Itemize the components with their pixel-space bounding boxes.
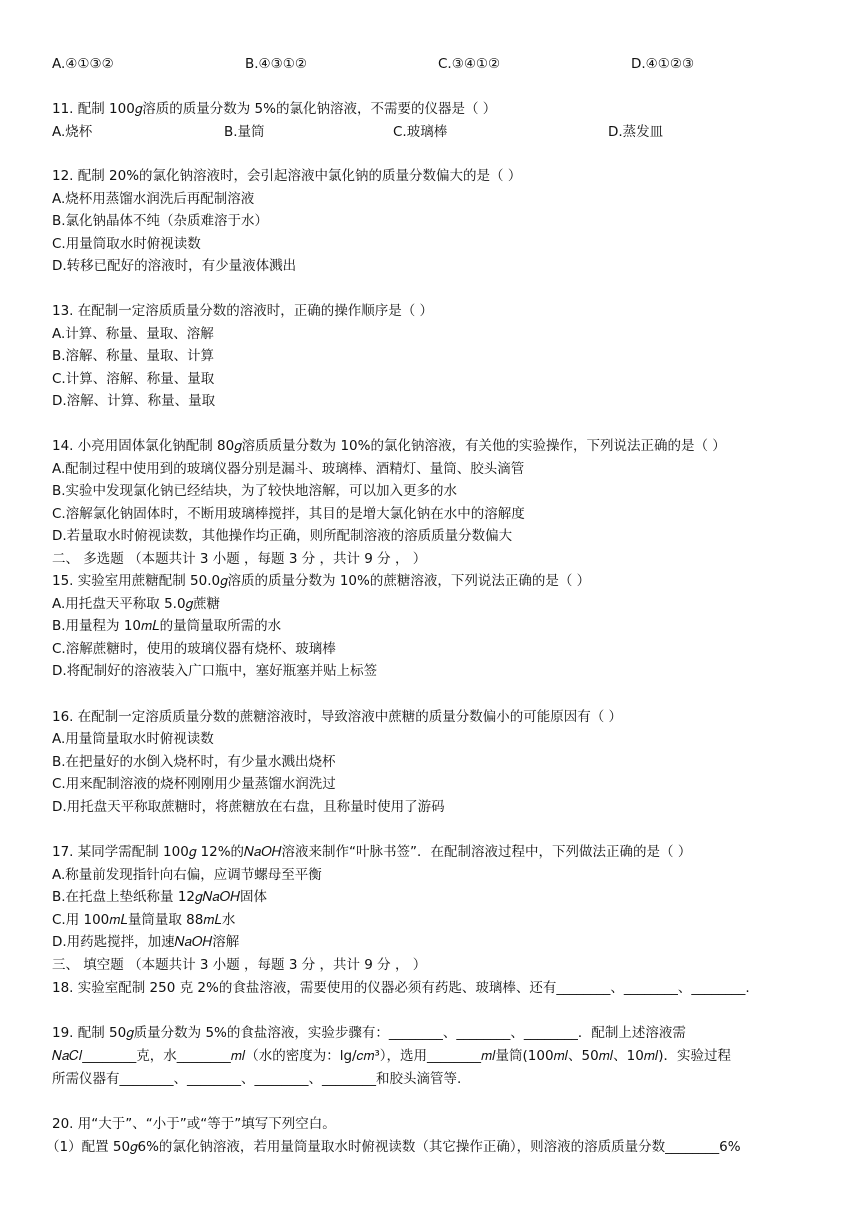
q15-option-d: D.将配制好的溶液装入广口瓶中，塞好瓶塞并贴上标签	[52, 663, 378, 679]
q13-option-b: B.溶解、称量、量取、计算	[52, 348, 215, 364]
q13-option-a: A.计算、称量、量取、溶解	[52, 326, 214, 342]
q10-option-b: B.④③①②	[245, 56, 307, 72]
q10-option-c: C.③④①②	[438, 56, 501, 72]
q14-option-d: D.若量取水时俯视读数，其他操作均正确，则所配制溶液的溶质质量分数偏大	[52, 528, 513, 544]
q14-stem: 14. 小亮用固体氯化钠配制 80𝑔溶质质量分数为 10%的氯化钠溶液，有关他的实验操作，下列说法正确的是（ ）	[52, 438, 726, 454]
q16-option-c: C.用来配制溶液的烧杯刚刚用少量蒸馏水润洗过	[52, 776, 336, 792]
q20-sub-1: （1）配置 50𝑔6%的氯化钠溶液，若用量筒量取水时俯视读数（其它操作正确），则溶液的溶质质量分数________6%	[46, 1139, 741, 1155]
q11-stem: 11. 配制 100𝑔溶质的质量分数为 5%的氯化钠溶液，不需要的仪器是（ ）	[52, 101, 497, 117]
q19-line-2: 𝑁𝑎𝐶𝑙________克，水________𝑚𝑙（水的密度为：lg/𝑐𝑚³），选用________𝑚𝑙量筒(100𝑚𝑙、50𝑚𝑙、10𝑚𝑙)．实验过程	[52, 1048, 732, 1064]
q15-option-a: A.用托盘天平称取 5.0𝑔蔗糖	[52, 596, 220, 612]
q10-option-d: D.④①②③	[631, 56, 695, 72]
q11-option-a: A.烧杯	[52, 124, 93, 140]
q15-option-c: C.溶解蔗糖时，使用的玻璃仪器有烧杯、玻璃棒	[52, 641, 336, 657]
q19-line-1: 19. 配制 50𝑔质量分数为 5%的食盐溶液，实验步骤有：________、________、________．配制上述溶液需	[52, 1025, 686, 1041]
q16-option-a: A.用量筒量取水时俯视读数	[52, 731, 214, 747]
q12-option-c: C.用量筒取水时俯视读数	[52, 236, 201, 252]
q14-option-c: C.溶解氯化钠固体时，不断用玻璃棒搅拌，其目的是增大氯化钠在水中的溶解度	[52, 506, 525, 522]
q10-option-a: A.④①③②	[52, 56, 114, 72]
q11-option-b: B.量筒	[224, 124, 265, 140]
q11-option-c: C.玻璃棒	[393, 124, 448, 140]
q13-option-c: C.计算、溶解、称量、量取	[52, 371, 215, 387]
q17-stem: 17. 某同学需配制 100𝑔 12%的𝑁𝑎𝑂𝐻溶液来制作“叶脉书签”．在配制溶液过程中，下列做法正确的是（ ）	[52, 844, 692, 860]
q11-option-d: D.蒸发皿	[608, 124, 664, 140]
q17-option-b: B.在托盘上垫纸称量 12𝑔𝑁𝑎𝑂𝐻固体	[52, 889, 267, 905]
q16-option-b: B.在把量好的水倒入烧杯时，有少量水溅出烧杯	[52, 754, 336, 770]
q12-option-d: D.转移已配好的溶液时，有少量液体溅出	[52, 258, 297, 274]
q13-stem: 13. 在配制一定溶质质量分数的溶液时，正确的操作顺序是（ ）	[52, 303, 434, 319]
q15-option-b: B.用量程为 10𝑚𝐿的量筒量取所需的水	[52, 618, 282, 634]
q12-option-b: B.氯化钠晶体不纯（杂质难溶于水）	[52, 213, 269, 229]
q12-option-a: A.烧杯用蒸馏水润洗后再配制溶液	[52, 191, 255, 207]
section-fill-blank-heading: 三、 填空题 （本题共计 3 小题 ，每题 3 分 ，共计 9 分 ， ）	[52, 957, 427, 973]
q13-option-d: D.溶解、计算、称量、量取	[52, 393, 216, 409]
q19-line-3: 所需仪器有________、________、________、________和胶头滴管等.	[52, 1071, 462, 1087]
q12-stem: 12. 配制 20%的氯化钠溶液时，会引起溶液中氯化钠的质量分数偏大的是（ ）	[52, 168, 522, 184]
q17-option-d: D.用药匙搅拌，加速𝑁𝑎𝑂𝐻溶解	[52, 934, 240, 950]
q18-stem: 18. 实验室配制 250 克 2%的食盐溶液，需要使用的仪器必须有药匙、玻璃棒、还有________、________、________.	[52, 980, 750, 996]
q20-stem: 20. 用“大于”、“小于”或“等于”填写下列空白。	[52, 1116, 336, 1132]
section-multi-choice-heading: 二、 多选题 （本题共计 3 小题 ，每题 3 分 ，共计 9 分 ， ）	[52, 551, 427, 567]
q15-stem: 15. 实验室用蔗糖配制 50.0𝑔溶质的质量分数为 10%的蔗糖溶液，下列说法正确的是（ ）	[52, 573, 591, 589]
q17-option-c: C.用 100𝑚𝐿量筒量取 88𝑚𝐿水	[52, 912, 236, 928]
q14-option-a: A.配制过程中使用到的玻璃仪器分别是漏斗、玻璃棒、酒精灯、量筒、胶头滴管	[52, 461, 525, 477]
q17-option-a: A.称量前发现指针向右偏，应调节螺母至平衡	[52, 867, 322, 883]
q16-option-d: D.用托盘天平称取蔗糖时，将蔗糖放在右盘，且称量时使用了游码	[52, 799, 445, 815]
q14-option-b: B.实验中发现氯化钠已经结块，为了较快地溶解，可以加入更多的水	[52, 483, 458, 499]
q16-stem: 16. 在配制一定溶质质量分数的蔗糖溶液时，导致溶液中蔗糖的质量分数偏小的可能原因有（ ）	[52, 709, 623, 725]
